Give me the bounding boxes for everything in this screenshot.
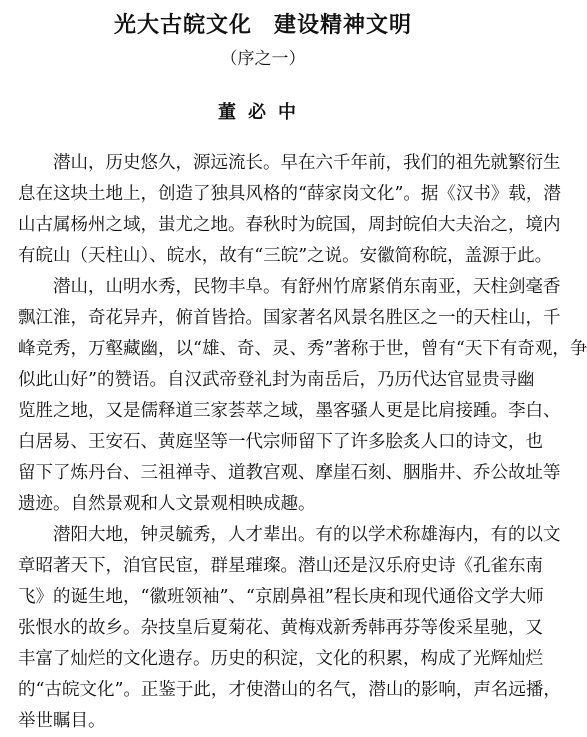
text-line: 张恨水的故乡。杂技皇后夏菊花、黄梅戏新秀韩再芬等俊采星驰，又 (18, 618, 543, 638)
text-line: 遗迹。自然景观和人文景观相映成趣。 (18, 494, 316, 514)
text-line: 峰竞秀，万壑藏幽，以“雄、奇、灵、秀”著称于世，曾有“天下有奇观，争 (18, 339, 587, 359)
text-line: 飘江淮，奇花异卉，俯首皆拾。国家著名风景名胜区之一的天柱山，千 (18, 308, 561, 328)
subtitle: （序之一） (220, 49, 306, 69)
text-line: 丰富了灿烂的文化遗存。历史的积淀，文化的积累，构成了光辉灿烂 (18, 649, 543, 669)
text-line: 飞》的诞生地，“徽班领袖”、“京剧鼻祖”程长庚和现代通俗文学大师 (18, 587, 544, 607)
text-line: 白居易、王安石、黄庭坚等一代宗师留下了许多脍炙人口的诗文，也 (18, 432, 543, 452)
text-line: 章昭著天下，洎官民宦，群星璀璨。潜山还是汉乐府史诗《孔雀东南 (18, 556, 543, 576)
body-text (18, 148, 587, 737)
text-line: 潜山，山明水秀，民物丰阜。有舒州竹席紧俏东南亚，天柱剑毫香 (18, 277, 561, 297)
text-line: 潜山，历史悠久，源远流长。早在六千年前，我们的祖先就繁衍生 (18, 153, 561, 173)
title-part-2: 建设精神文明 (274, 12, 413, 38)
text-line: 山古属杨州之域，蚩尤之地。春秋时为皖国，周封皖伯大夫治之，境内 (18, 215, 561, 235)
text-line: 有皖山（天柱山）、皖水，故有“三皖”之说。安徽简称皖，盖源于此。 (18, 246, 553, 266)
author-name: 董必中 (218, 102, 308, 123)
text-line: 览胜之地，又是儒释道三家荟萃之域，墨客骚人更是比肩接踵。李白、 (18, 401, 561, 421)
text-line: 息在这块土地上，创造了独具风格的“薛家岗文化”。据《汉书》载，潜 (18, 184, 561, 204)
title-part-1: 光大古皖文化 (113, 12, 252, 38)
text-line: 留下了炼丹台、三祖禅寺、道教宫观、摩崖石刻、胭脂井、乔公故址等 (18, 463, 561, 483)
text-line: 的“古皖文化”。正鉴于此，才使潜山的名气，潜山的影响，声名远播， (18, 680, 561, 700)
page-title (0, 8, 526, 39)
text-line: 举世瞩目。 (18, 711, 106, 731)
text-line: 似此山好”的赞语。自汉武帝登礼封为南岳后，乃历代达官显贵寻幽 (18, 370, 535, 390)
text-line: 潜阳大地，钟灵毓秀，人才辈出。有的以学术称雄海内，有的以文 (18, 525, 561, 545)
